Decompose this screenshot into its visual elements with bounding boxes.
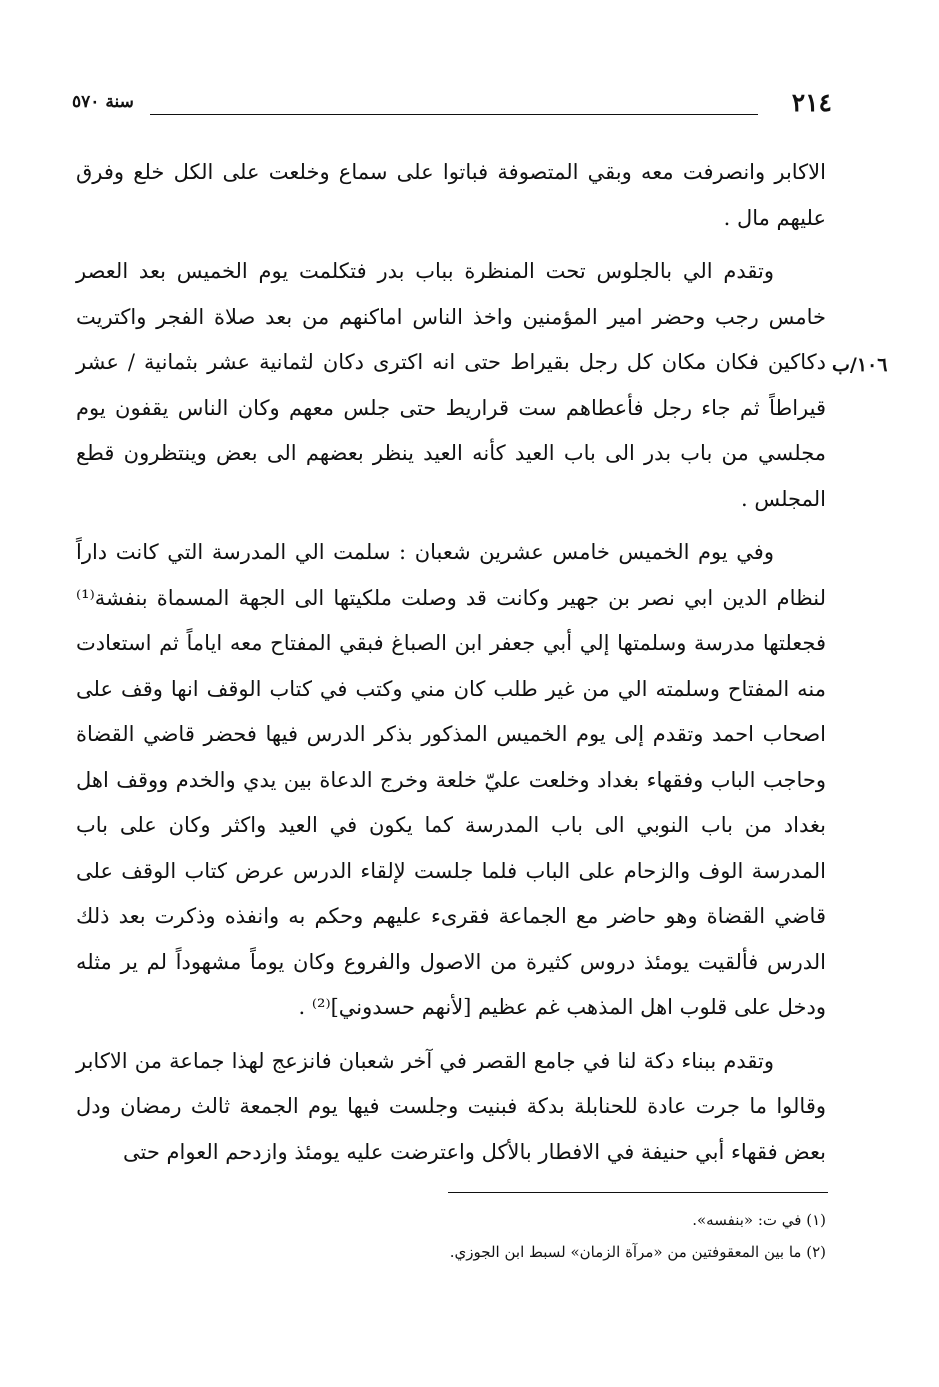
paragraph-2: وتقدم الي بالجلوس تحت المنظرة بباب بدر فتكلمت يوم الخميس بعد العصر خامس رجب وحضر امير المؤمنين واخذ الناس اماكنهم من بعد صلاة الفجر واكتريت دكاكين فكان مكان كل رجل بقيراط حتى انه اكترى دكان لثمانية عشر بثمانية / عشر قيراطاً ثم جاء رجل فأعطاهم ست قراريط حتى جلس معهم وكان الناس يقفون يوم مجلسي من باب بدر الى باب العيد كأنه العيد ينظر بعضهم الى بعض وينتظرون قطع المجلس . — [76, 259, 826, 511]
page-number: ٢١٤ — [791, 88, 832, 117]
page-header — [72, 88, 832, 128]
footnotes — [76, 1204, 826, 1268]
paragraph-4: وتقدم ببناء دكة لنا في جامع القصر في آخر شعبان فانزعج لهذا جماعة من الاكابر وقالوا ما جرت عادة للحنابلة بدكة فبنيت وجلست فيها يوم الجمعة ثالث رمضان ودل بعض فقهاء أبي حنيفة في الافطار بالأكل واعترضت عليه يومئذ وازدحم العوام حتى — [76, 1048, 826, 1164]
footnote-2: (٢) ما بين المعقوفتين من «مرآة الزمان» لسبط ابن الجوزي. — [449, 1243, 826, 1261]
footnote-rule — [448, 1192, 828, 1193]
paragraph-3: وفي يوم الخميس خامس عشرين شعبان : سلمت الي المدرسة التي كانت داراً لنظام الدين ابي نصر بن جهير وكانت قد وصلت ملكيتها الى الجهة المسماة بنفشة⁽¹⁾ فجعلتها مدرسة وسلمتها إلي أبي جعفر ابن الصباغ فبقي المفتاح معه اياماً ثم استعادت منه المفتاح وسلمته الي من غير طلب كان مني وكتب في كتاب الوقف انها وقف على اصحاب احمد وتقدم إلى يوم الخميس المذكور بذكر الدرس فيها فحضر قاضي القضاة وحاجب الباب وفقهاء بغداد وخلعت عليّ خلعة وخرج الدعاة بين يدي والخدم ووقف اهل بغداد من باب النوبي الى باب المدرسة كما يكون في العيد واكثر وكان على باب المدرسة الوف والزحام على الباب فلما جلست لإلقاء الدرس عرض كتاب الوقف على قاضي القضاة وهو حاضر مع الجماعة فقرىء عليهم وحكم به وانفذه وذكرت بعد ذلك الدرس فألقيت يومئذ دروس كثيرة من الاصول والفروع وكان يوماً مشهوداً لم ير مثله ودخل على قلوب اهل المذهب غم عظيم [لأنهم حسدوني]⁽²⁾ . — [76, 540, 826, 1019]
footnote-1: (١) في ت: «بنفسه». — [692, 1211, 826, 1229]
running-head: سنة ٥٧٠ — [72, 92, 134, 112]
main-text — [76, 150, 826, 1175]
margin-folio-note: ١٠٦/ب — [832, 354, 888, 376]
header-rule — [150, 114, 758, 115]
paragraph-1: الاكابر وانصرفت معه وبقي المتصوفة فباتوا على سماع وخلعت على الكل خلع وفرق عليهم مال . — [76, 160, 826, 230]
